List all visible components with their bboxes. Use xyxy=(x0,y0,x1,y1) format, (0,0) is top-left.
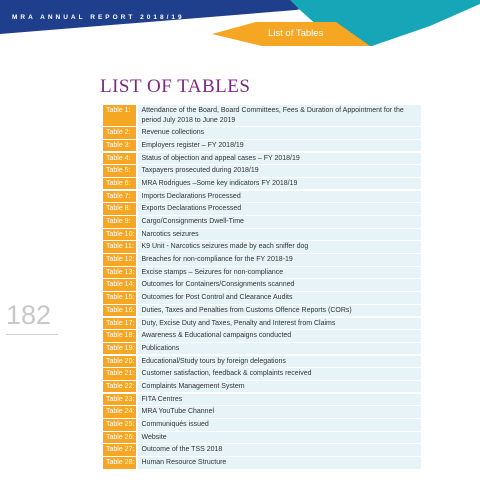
table-title: Revenue collections xyxy=(138,127,422,139)
table-row[interactable] xyxy=(103,216,421,228)
table-number-label: Table 10: xyxy=(103,229,136,241)
table-title: MRA YouTube Channel xyxy=(138,406,422,418)
table-title: Employers register – FY 2018/19 xyxy=(138,140,422,152)
report-title: MRA ANNUAL REPORT 2018/19 xyxy=(12,14,185,21)
table-row[interactable] xyxy=(103,153,421,165)
page-number: 182 xyxy=(6,300,52,330)
table-row[interactable] xyxy=(103,140,421,152)
table-title: K9 Unit - Narcotics seizures made by each sniffer dog xyxy=(138,241,422,253)
table-row[interactable] xyxy=(103,178,421,190)
page-title: LIST OF TABLES xyxy=(100,76,251,97)
table-number-label: Table 26: xyxy=(103,432,136,444)
table-row[interactable] xyxy=(103,241,421,253)
table-title: Imports Declarations Processed xyxy=(138,191,422,203)
table-row[interactable] xyxy=(103,254,421,266)
table-title: Outcomes for Post Control and Clearance Audits xyxy=(138,292,422,304)
table-number-label: Table 6: xyxy=(103,178,136,190)
table-number-label: Table 8: xyxy=(103,203,136,215)
table-title: Taxpayers prosecuted during 2018/19 xyxy=(138,165,422,177)
table-title: Awareness & Educational campaigns conducted xyxy=(138,330,422,342)
table-number-label: Table 16: xyxy=(103,305,136,317)
table-title: Publications xyxy=(138,343,422,355)
table-number-label: Table 27: xyxy=(103,444,136,456)
table-title: Educational/Study tours by foreign delegations xyxy=(138,356,422,368)
table-row[interactable] xyxy=(103,406,421,418)
table-title: Communiqués issued xyxy=(138,419,422,431)
table-title: MRA Rodrigues –Some key indicators FY 2018/19 xyxy=(138,178,422,190)
table-title: Breaches for non-compliance for the FY 2018-19 xyxy=(138,254,422,266)
header-banner xyxy=(0,0,480,60)
table-number-label: Table 14: xyxy=(103,279,136,291)
table-title: Cargo/Consignments Dwell-Time xyxy=(138,216,422,228)
table-number-label: Table 20: xyxy=(103,356,136,368)
table-number-label: Table 15: xyxy=(103,292,136,304)
table-row[interactable] xyxy=(103,229,421,241)
table-title: Customer satisfaction, feedback & complaints received xyxy=(138,368,422,380)
table-number-label: Table 4: xyxy=(103,153,136,165)
table-title: Duty, Excise Duty and Taxes, Penalty and Interest from Claims xyxy=(138,318,422,330)
table-title: Duties, Taxes and Penalties from Customs Offence Reports (CORs) xyxy=(138,305,422,317)
table-number-label: Table 11: xyxy=(103,241,136,253)
table-number-label: Table 1: xyxy=(103,105,136,126)
section-tab-label: List of Tables xyxy=(268,28,324,39)
table-row[interactable] xyxy=(103,105,421,126)
table-number-label: Table 12: xyxy=(103,254,136,266)
table-row[interactable] xyxy=(103,343,421,355)
table-title: Website xyxy=(138,432,422,444)
table-title: Outcomes for Containers/Consignments scanned xyxy=(138,279,422,291)
table-number-label: Table 13: xyxy=(103,267,136,279)
table-row[interactable] xyxy=(103,191,421,203)
table-number-label: Table 9: xyxy=(103,216,136,228)
table-row[interactable] xyxy=(103,356,421,368)
table-number-label: Table 23: xyxy=(103,394,136,406)
table-number-label: Table 18: xyxy=(103,330,136,342)
table-number-label: Table 28: xyxy=(103,457,136,469)
table-number-label: Table 22: xyxy=(103,381,136,393)
table-row[interactable] xyxy=(103,444,421,456)
table-row[interactable] xyxy=(103,318,421,330)
page-number-divider xyxy=(6,334,58,335)
table-title: Narcotics seizures xyxy=(138,229,422,241)
table-row[interactable] xyxy=(103,457,421,469)
table-title: Outcome of the TSS 2018 xyxy=(138,444,422,456)
table-row[interactable] xyxy=(103,432,421,444)
table-number-label: Table 5: xyxy=(103,165,136,177)
table-number-label: Table 19: xyxy=(103,343,136,355)
table-title: Excise stamps – Seizures for non-compliance xyxy=(138,267,422,279)
table-row[interactable] xyxy=(103,165,421,177)
table-title: FITA Centres xyxy=(138,394,422,406)
table-row[interactable] xyxy=(103,127,421,139)
table-number-label: Table 2: xyxy=(103,127,136,139)
table-row[interactable] xyxy=(103,368,421,380)
tables-list xyxy=(103,105,421,470)
table-number-label: Table 7: xyxy=(103,191,136,203)
table-title: Human Resource Structure xyxy=(138,457,422,469)
table-row[interactable] xyxy=(103,203,421,215)
table-row[interactable] xyxy=(103,381,421,393)
table-number-label: Table 24: xyxy=(103,406,136,418)
table-title: Complaints Management System xyxy=(138,381,422,393)
table-title: Status of objection and appeal cases – FY 2018/19 xyxy=(138,153,422,165)
table-row[interactable] xyxy=(103,419,421,431)
table-row[interactable] xyxy=(103,292,421,304)
table-number-label: Table 3: xyxy=(103,140,136,152)
table-row[interactable] xyxy=(103,279,421,291)
table-row[interactable] xyxy=(103,394,421,406)
table-number-label: Table 21: xyxy=(103,368,136,380)
table-number-label: Table 17: xyxy=(103,318,136,330)
table-row[interactable] xyxy=(103,305,421,317)
table-number-label: Table 25: xyxy=(103,419,136,431)
table-row[interactable] xyxy=(103,330,421,342)
table-title: Exports Declarations Processed xyxy=(138,203,422,215)
table-title: Attendance of the Board, Board Committees, Fees & Duration of Appointment for the period July 2018 to June 2019 xyxy=(138,105,422,126)
table-row[interactable] xyxy=(103,267,421,279)
